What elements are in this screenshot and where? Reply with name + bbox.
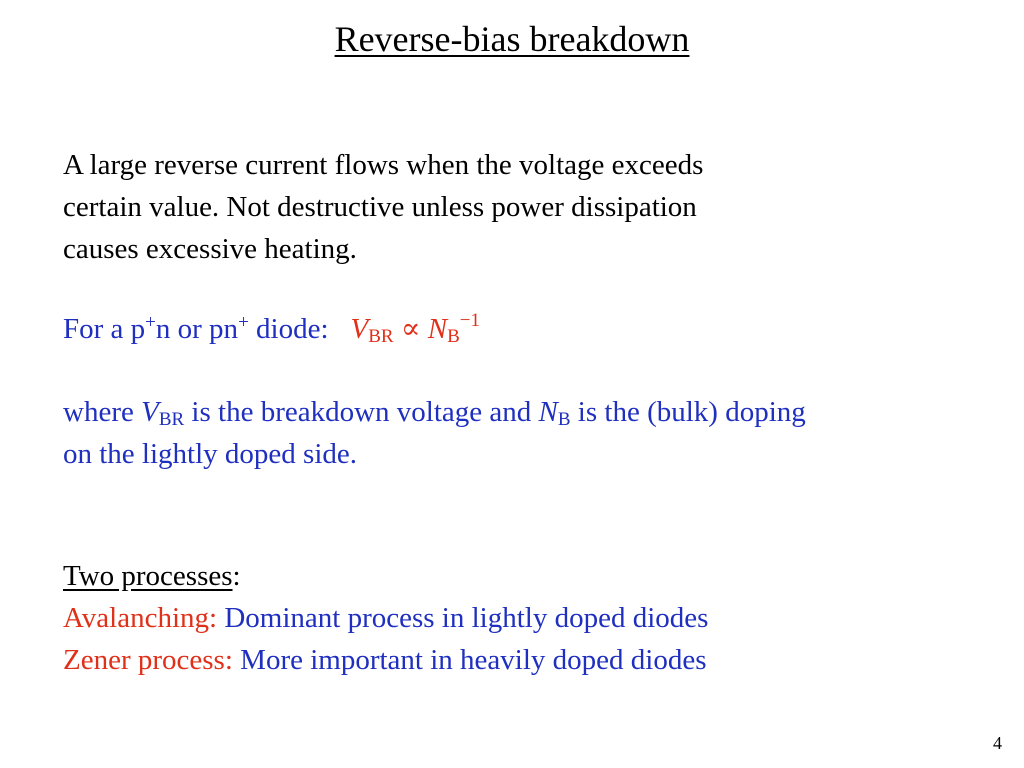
formula-n-exponent: −1 xyxy=(459,310,480,331)
formula-n-subscript: B xyxy=(447,326,460,347)
breakdown-formula xyxy=(350,310,480,347)
formula-n-symbol: N xyxy=(427,313,448,345)
process-description: Dominant process in lightly doped diodes xyxy=(217,602,709,634)
definition-text-1: where xyxy=(63,396,142,428)
formula-prefix: For a p xyxy=(63,313,146,345)
process-description: More important in heavily doped diodes xyxy=(232,644,707,676)
definition-line-2: on the lightly doped side. xyxy=(63,438,357,470)
definition-n-symbol: N xyxy=(538,396,558,428)
processes-heading-line xyxy=(63,555,708,597)
definition-v-subscript: BR xyxy=(158,409,185,430)
definition-line-1 xyxy=(63,391,806,433)
processes-heading-colon: : xyxy=(232,560,241,592)
process-name: Avalanching: xyxy=(63,602,218,634)
n-plus-superscript: + xyxy=(238,312,249,333)
intro-line-3: causes excessive heating. xyxy=(63,233,357,265)
intro-paragraph xyxy=(63,144,703,270)
formula-v-subscript: BR xyxy=(368,326,394,347)
page-number: 4 xyxy=(993,733,1002,753)
diode-formula-line xyxy=(63,308,480,350)
formula-mid: n or pn xyxy=(155,313,239,345)
definition-text-2: is the breakdown voltage and xyxy=(184,396,539,428)
definition-v-symbol: V xyxy=(141,396,159,428)
definition-n-subscript: B xyxy=(557,409,571,430)
intro-line-2: certain value. Not destructive unless power dissipation xyxy=(63,191,697,223)
proportional-symbol: ∝ xyxy=(393,313,428,345)
slide-title: Reverse-bias breakdown xyxy=(334,19,690,59)
definition-text-3: is the (bulk) doping xyxy=(570,396,806,428)
definition-paragraph xyxy=(63,391,806,475)
process-item-avalanching xyxy=(63,597,708,639)
formula-v-symbol: V xyxy=(350,313,369,345)
process-name: Zener process: xyxy=(63,644,233,676)
processes-section xyxy=(63,555,708,681)
processes-heading: Two processes xyxy=(63,560,233,592)
intro-line-1: A large reverse current flows when the voltage exceeds xyxy=(63,149,704,181)
process-item-zener xyxy=(63,639,708,681)
formula-suffix: diode: xyxy=(248,313,329,345)
p-plus-superscript: + xyxy=(145,312,156,333)
